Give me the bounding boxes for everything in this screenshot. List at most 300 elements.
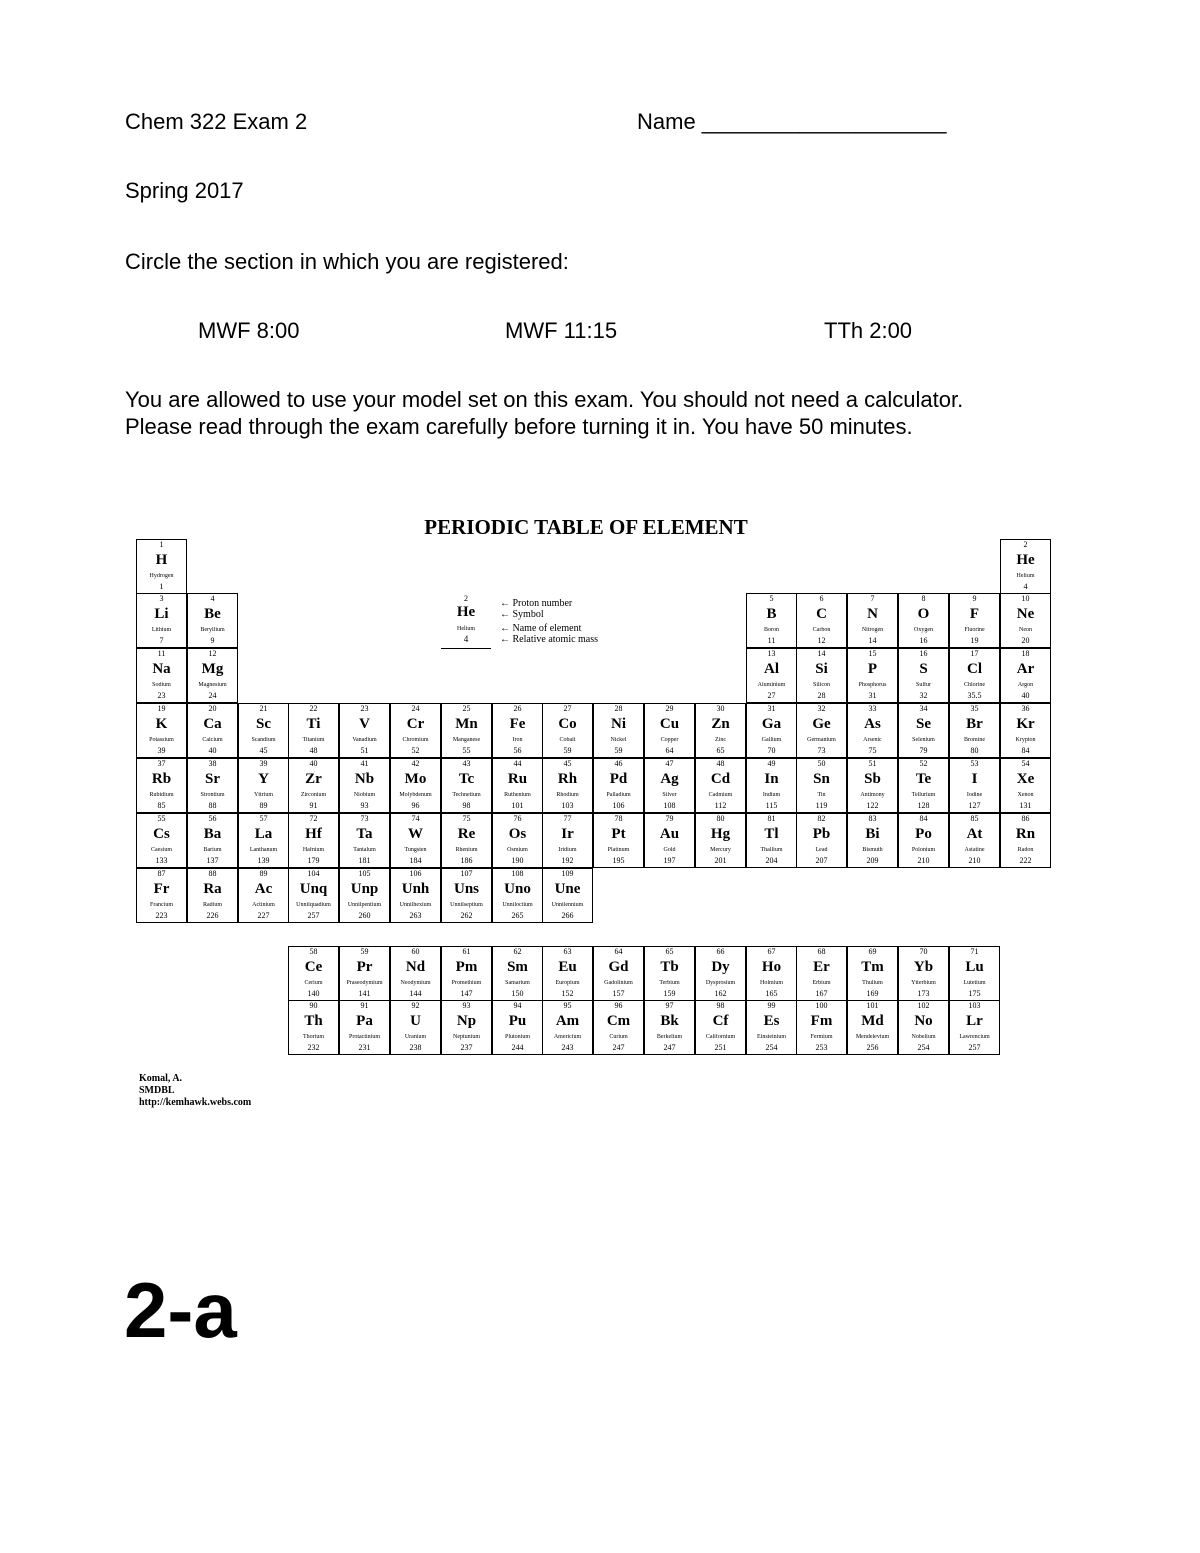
element-number: 17: [970, 649, 979, 658]
element-name: Plutonium: [504, 1034, 530, 1040]
element-symbol: Kr: [1016, 716, 1035, 732]
element-cell: [136, 813, 187, 868]
element-name: Polonium: [911, 847, 936, 853]
page-code: 2-a: [124, 1266, 237, 1354]
element-name: Einsteinium: [757, 1034, 786, 1040]
element-mass: 51: [360, 746, 369, 755]
element-symbol: Eu: [558, 959, 577, 975]
element-symbol: Hf: [305, 826, 322, 842]
element-mass: 20: [1021, 636, 1030, 645]
element-name: Sulfur: [916, 682, 931, 688]
element-symbol: Tm: [861, 959, 884, 975]
element-cell: [644, 946, 695, 1001]
element-name: Radon: [1017, 847, 1034, 853]
element-name: Radium: [203, 902, 222, 908]
element-mass: 112: [714, 801, 727, 810]
element-symbol: Unh: [401, 881, 430, 897]
element-symbol: Nd: [405, 959, 426, 975]
element-symbol: He: [1016, 552, 1035, 568]
element-symbol: Ar: [1016, 661, 1035, 677]
element-symbol: Ge: [812, 716, 831, 732]
element-name: Hydrogen: [149, 573, 174, 579]
element-name: Potassium: [149, 737, 174, 743]
element-number: 26: [513, 704, 522, 713]
element-name: Aluminium: [757, 682, 786, 688]
element-number: 76: [513, 814, 522, 823]
element-symbol: Fr: [153, 881, 170, 897]
element-symbol: Sc: [256, 716, 271, 732]
element-number: 1: [159, 540, 164, 549]
element-cell: [847, 703, 898, 758]
element-number: 18: [1021, 649, 1030, 658]
element-symbol: F: [969, 606, 980, 622]
element-symbol: Al: [764, 661, 779, 677]
element-symbol: Li: [154, 606, 169, 622]
element-mass: 195: [612, 856, 625, 865]
element-mass: 260: [358, 911, 371, 920]
element-cell: [695, 703, 746, 758]
element-cell: [492, 1000, 543, 1055]
element-symbol: O: [917, 606, 930, 622]
element-name: Caesium: [151, 847, 172, 853]
element-number: 98: [716, 1001, 725, 1010]
element-symbol: Xe: [1016, 771, 1035, 787]
element-cell: [796, 593, 847, 648]
element-number: 66: [716, 947, 725, 956]
element-number: 85: [970, 814, 979, 823]
element-name: Unniloctium: [502, 902, 533, 908]
element-number: 33: [868, 704, 877, 713]
element-number: 88: [208, 869, 217, 878]
element-symbol: Mg: [201, 661, 224, 677]
element-cell: [136, 539, 187, 594]
element-name: Astatine: [964, 847, 985, 853]
element-symbol: Hg: [710, 826, 731, 842]
legend-example-mass: 4: [463, 634, 469, 644]
element-name: Terbium: [659, 980, 680, 986]
element-number: 49: [767, 759, 776, 768]
element-cell: [644, 703, 695, 758]
element-symbol: Tb: [660, 959, 679, 975]
element-cell: [390, 813, 441, 868]
element-number: 51: [868, 759, 877, 768]
element-number: 9: [972, 594, 977, 603]
element-mass: 167: [815, 989, 828, 998]
element-name: Germanium: [807, 737, 836, 743]
element-number: 102: [917, 1001, 930, 1010]
element-cell: [949, 1000, 1000, 1055]
element-name: Unnilpentium: [347, 902, 382, 908]
element-mass: 232: [307, 1043, 320, 1052]
element-symbol: Sn: [813, 771, 830, 787]
element-mass: 98: [462, 801, 471, 810]
element-symbol: Fe: [509, 716, 526, 732]
element-symbol: At: [966, 826, 983, 842]
element-number: 35: [970, 704, 979, 713]
element-symbol: Os: [508, 826, 527, 842]
element-number: 8: [921, 594, 926, 603]
element-symbol: Ba: [203, 826, 222, 842]
element-number: 68: [817, 947, 826, 956]
element-number: 91: [360, 1001, 369, 1010]
element-mass: 256: [866, 1043, 879, 1052]
element-number: 27: [563, 704, 572, 713]
element-mass: 31: [868, 691, 877, 700]
element-mass: 52: [411, 746, 420, 755]
element-number: 43: [462, 759, 471, 768]
element-mass: 32: [919, 691, 928, 700]
element-name: Unnilquadium: [296, 902, 331, 908]
element-symbol: Ru: [507, 771, 528, 787]
element-symbol: V: [359, 716, 370, 732]
element-mass: 254: [765, 1043, 778, 1052]
element-mass: 133: [155, 856, 168, 865]
element-symbol: La: [254, 826, 273, 842]
element-mass: 209: [866, 856, 879, 865]
element-mass: 139: [257, 856, 270, 865]
legend-line: ← Relative atomic mass: [500, 634, 599, 645]
element-cell: [746, 593, 797, 648]
element-symbol: Br: [966, 716, 983, 732]
element-number: 90: [309, 1001, 318, 1010]
element-number: 14: [817, 649, 826, 658]
element-mass: 237: [460, 1043, 473, 1052]
element-cell: [593, 813, 644, 868]
element-mass: 223: [155, 911, 168, 920]
element-name: Unnilennium: [551, 902, 584, 908]
element-cell: [288, 813, 339, 868]
element-name: Americium: [553, 1034, 582, 1040]
element-cell: [695, 758, 746, 813]
element-symbol: Ga: [761, 716, 782, 732]
element-mass: 75: [868, 746, 877, 755]
element-symbol: Yb: [913, 959, 934, 975]
element-mass: 11: [767, 636, 776, 645]
element-cell: [796, 813, 847, 868]
element-name: Beryllium: [200, 627, 225, 633]
element-mass: 247: [663, 1043, 676, 1052]
element-cell: [644, 758, 695, 813]
element-mass: 144: [409, 989, 422, 998]
element-number: 59: [360, 947, 369, 956]
element-mass: 119: [815, 801, 828, 810]
element-cell: [542, 1000, 593, 1055]
element-name: Fermium: [810, 1034, 833, 1040]
element-mass: 265: [511, 911, 524, 920]
element-cell: [492, 758, 543, 813]
element-symbol: Au: [659, 826, 680, 842]
element-mass: 210: [917, 856, 930, 865]
element-mass: 140: [307, 989, 320, 998]
element-cell: [288, 1000, 339, 1055]
element-symbol: Ni: [611, 716, 626, 732]
element-cell: [1000, 593, 1051, 648]
element-name: Dysprosium: [705, 980, 736, 986]
element-mass: 12: [817, 636, 826, 645]
element-mass: 226: [206, 911, 219, 920]
element-name: Magnesium: [198, 682, 227, 688]
element-cell: [593, 703, 644, 758]
element-mass: 141: [358, 989, 371, 998]
element-symbol: Pa: [356, 1013, 373, 1029]
element-cell: [1000, 758, 1051, 813]
element-mass: 35.5: [967, 691, 982, 700]
element-symbol: Tl: [764, 826, 779, 842]
element-symbol: Th: [304, 1013, 323, 1029]
element-symbol: Pd: [609, 771, 628, 787]
element-number: 25: [462, 704, 471, 713]
element-name: Ytterbium: [911, 980, 936, 986]
element-symbol: Ho: [761, 959, 782, 975]
element-name: Promethium: [451, 980, 482, 986]
element-cell: [187, 648, 238, 703]
element-cell: [492, 946, 543, 1001]
element-number: 31: [767, 704, 776, 713]
element-number: 52: [919, 759, 928, 768]
element-number: 100: [815, 1001, 828, 1010]
element-mass: 181: [358, 856, 371, 865]
element-name: Zirconium: [300, 792, 327, 798]
element-name: Platinum: [607, 847, 630, 853]
element-mass: 184: [409, 856, 422, 865]
element-mass: 85: [157, 801, 166, 810]
element-number: 40: [309, 759, 318, 768]
element-symbol: Ca: [203, 716, 222, 732]
element-name: Osmium: [507, 847, 528, 853]
instructions-line-1: You are allowed to use your model set on this exam. You should not need a calculator.: [125, 387, 964, 412]
element-mass: 23: [157, 691, 166, 700]
element-number: 32: [817, 704, 826, 713]
element-mass: 175: [968, 989, 981, 998]
element-mass: 244: [511, 1043, 524, 1052]
element-name: Iodine: [966, 792, 983, 798]
element-symbol: Re: [457, 826, 476, 842]
element-number: 21: [259, 704, 268, 713]
element-mass: 186: [460, 856, 473, 865]
element-name: Unnilhexium: [399, 902, 432, 908]
element-mass: 169: [866, 989, 879, 998]
element-mass: 19: [970, 636, 979, 645]
element-symbol: Cd: [710, 771, 731, 787]
element-symbol: Er: [813, 959, 830, 975]
element-name: Thulium: [862, 980, 883, 986]
element-cell: [187, 868, 238, 923]
element-cell: [847, 813, 898, 868]
element-cell: [796, 946, 847, 1001]
element-symbol: Rb: [151, 771, 172, 787]
element-name: Silver: [662, 792, 677, 798]
element-name: Yttrium: [254, 792, 273, 798]
element-name: Gallium: [761, 737, 782, 743]
element-symbol: N: [867, 606, 878, 622]
element-name: Molybdenum: [399, 792, 432, 798]
element-number: 48: [716, 759, 725, 768]
element-name: Lithium: [151, 627, 172, 633]
element-mass: 101: [511, 801, 524, 810]
element-cell: [695, 1000, 746, 1055]
element-number: 11: [157, 649, 166, 658]
element-number: 83: [868, 814, 877, 823]
element-number: 96: [614, 1001, 623, 1010]
element-mass: 59: [614, 746, 623, 755]
table-credit: [139, 1073, 251, 1109]
element-number: 46: [614, 759, 623, 768]
element-cell: [238, 758, 289, 813]
element-cell: [949, 946, 1000, 1001]
element-number: 10: [1021, 594, 1030, 603]
element-cell: [238, 813, 289, 868]
element-number: 36: [1021, 704, 1030, 713]
element-mass: 93: [360, 801, 369, 810]
element-number: 34: [919, 704, 928, 713]
element-cell: [1000, 703, 1051, 758]
element-cell: [695, 946, 746, 1001]
element-mass: 14: [868, 636, 877, 645]
element-number: 3: [159, 594, 164, 603]
element-number: 2: [1023, 540, 1028, 549]
element-mass: 254: [917, 1043, 930, 1052]
element-symbol: W: [408, 826, 423, 842]
element-mass: 55: [462, 746, 471, 755]
element-mass: 128: [917, 801, 930, 810]
element-name: Iridium: [558, 847, 577, 853]
element-mass: 207: [815, 856, 828, 865]
element-name: Rhodium: [556, 792, 579, 798]
element-number: 97: [665, 1001, 674, 1010]
element-symbol: Si: [815, 661, 828, 677]
element-mass: 89: [259, 801, 268, 810]
element-mass: 192: [561, 856, 574, 865]
element-symbol: Md: [861, 1013, 884, 1029]
periodic-table-title: PERIODIC TABLE OF ELEMENT: [424, 515, 748, 539]
element-name: Selenium: [912, 737, 935, 743]
element-mass: 137: [206, 856, 219, 865]
element-mass: 157: [612, 989, 625, 998]
element-cell: [746, 703, 797, 758]
element-cell: [593, 946, 644, 1001]
element-mass: 80: [970, 746, 979, 755]
element-name: Bismuth: [862, 847, 883, 853]
element-name: Thorium: [303, 1034, 324, 1040]
element-cell: [796, 1000, 847, 1055]
credit-url: http://kemhawk.webs.com: [139, 1097, 252, 1108]
element-cell: [288, 703, 339, 758]
element-number: 53: [970, 759, 979, 768]
element-symbol: B: [766, 606, 777, 622]
element-cell: [847, 758, 898, 813]
element-name: Europium: [555, 980, 580, 986]
element-name: Mendelevium: [855, 1034, 890, 1040]
element-name: Sodium: [152, 682, 171, 688]
element-cell: [949, 703, 1000, 758]
term-label: Spring 2017: [125, 178, 244, 203]
element-number: 23: [360, 704, 369, 713]
element-symbol: Sr: [205, 771, 220, 787]
element-name: Neptunium: [453, 1034, 480, 1040]
element-symbol: Ta: [356, 826, 373, 842]
element-number: 57: [259, 814, 268, 823]
instructions-line-2: Please read through the exam carefully before turning it in. You have 50 minutes.: [125, 414, 913, 439]
element-cell: [288, 946, 339, 1001]
element-symbol: Cf: [712, 1013, 729, 1029]
element-number: 65: [665, 947, 674, 956]
element-symbol: Es: [763, 1013, 780, 1029]
element-cell: [746, 946, 797, 1001]
element-number: 77: [563, 814, 572, 823]
element-name: Actinium: [252, 902, 275, 908]
element-mass: 152: [561, 989, 574, 998]
element-number: 82: [817, 814, 826, 823]
element-number: 4: [210, 594, 215, 603]
element-symbol: Pt: [611, 826, 626, 842]
element-name: Hafnium: [302, 847, 325, 853]
element-symbol: Bi: [865, 826, 880, 842]
element-symbol: Zr: [305, 771, 322, 787]
element-number: 38: [208, 759, 217, 768]
element-mass: 231: [358, 1043, 371, 1052]
element-name: Nobelium: [911, 1034, 936, 1040]
element-number: 108: [511, 869, 524, 878]
element-symbol: Pb: [812, 826, 831, 842]
element-mass: 159: [663, 989, 676, 998]
element-number: 7: [870, 594, 875, 603]
element-number: 87: [157, 869, 166, 878]
element-number: 42: [411, 759, 420, 768]
legend-line: ← Name of element: [500, 623, 582, 634]
element-mass: 131: [1019, 801, 1032, 810]
element-symbol: Sb: [864, 771, 881, 787]
element-mass: 84: [1021, 746, 1030, 755]
element-symbol: Cl: [967, 661, 982, 677]
element-number: 60: [411, 947, 420, 956]
element-number: 6: [819, 594, 824, 603]
element-symbol: Tc: [458, 771, 475, 787]
element-cell: [238, 868, 289, 923]
course-title: Chem 322 Exam 2: [125, 109, 308, 134]
element-number: 44: [513, 759, 522, 768]
element-cell: [187, 813, 238, 868]
element-cell: [187, 593, 238, 648]
element-mass: 40: [1021, 691, 1030, 700]
element-cell: [644, 813, 695, 868]
element-mass: 201: [714, 856, 727, 865]
element-cell: [441, 703, 492, 758]
element-cell: [746, 758, 797, 813]
element-name: Carbon: [812, 627, 831, 633]
element-number: 19: [157, 704, 166, 713]
element-name: Berkelium: [656, 1034, 683, 1040]
element-mass: 91: [309, 801, 318, 810]
name-field-label: Name ____________________: [637, 109, 947, 134]
element-cell: [339, 946, 390, 1001]
element-cell: [441, 946, 492, 1001]
element-cell: [1000, 813, 1051, 868]
element-cell: [542, 703, 593, 758]
element-cell: [847, 1000, 898, 1055]
element-cell: [441, 813, 492, 868]
element-name: Samarium: [505, 980, 530, 986]
element-symbol: Cs: [153, 826, 170, 842]
element-mass: 4: [1023, 582, 1028, 591]
element-mass: 150: [511, 989, 524, 998]
element-cell: [1000, 648, 1051, 703]
element-cell: [136, 703, 187, 758]
element-name: Technetium: [452, 792, 481, 798]
element-name: Praseodymium: [346, 980, 383, 986]
element-cell: [695, 813, 746, 868]
element-cell: [288, 758, 339, 813]
element-number: 73: [360, 814, 369, 823]
